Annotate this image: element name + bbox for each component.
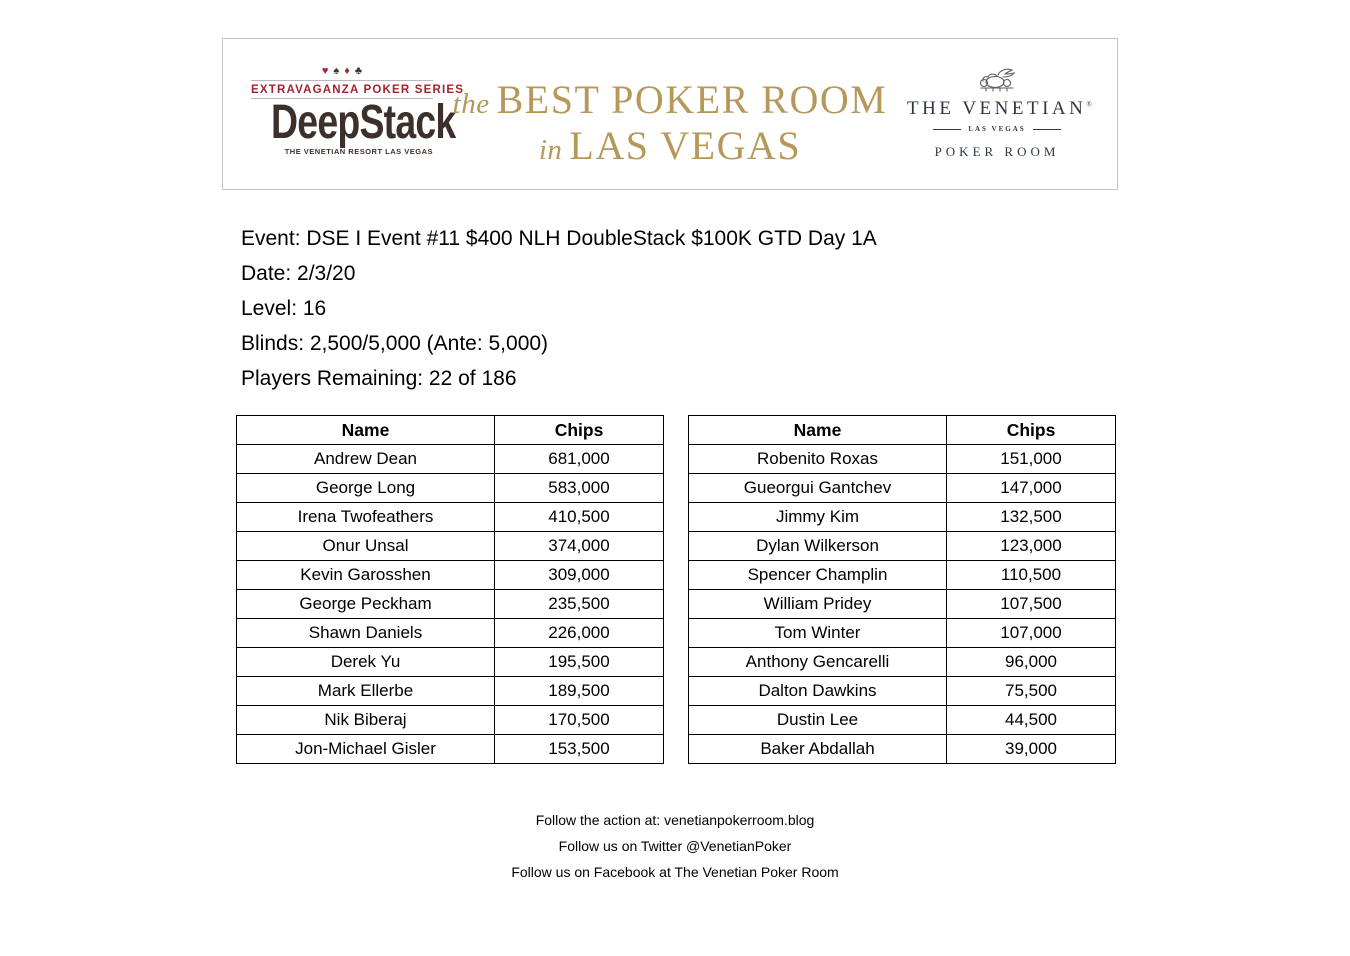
player-name-cell: Onur Unsal: [237, 532, 495, 561]
table-row: [689, 590, 1116, 619]
table-row: [237, 590, 664, 619]
table-row: [237, 532, 664, 561]
table-row: [237, 474, 664, 503]
player-name-cell: Robenito Roxas: [689, 445, 947, 474]
chip-count-cell: 189,500: [495, 677, 664, 706]
rule-right: [1033, 129, 1061, 130]
slogan-the: the: [452, 88, 490, 120]
footer-blog-line: Follow the action at: venetianpokerroom.blog: [535, 812, 815, 828]
event-line: Event: DSE I Event #11 $400 NLH DoubleStack $100K GTD Day 1A: [241, 227, 877, 250]
table-row: [237, 503, 664, 532]
chip-count-cell: 123,000: [947, 532, 1116, 561]
chip-count-cell: 583,000: [495, 474, 664, 503]
chip-count-cell: 410,500: [495, 503, 664, 532]
header-banner: [222, 38, 1118, 190]
player-name-cell: Anthony Gencarelli: [689, 648, 947, 677]
table-row: [689, 619, 1116, 648]
player-name-cell: Kevin Garosshen: [237, 561, 495, 590]
player-name-cell: Jon-Michael Gisler: [237, 735, 495, 764]
blinds-line: Blinds: 2,500/5,000 (Ante: 5,000): [241, 332, 549, 355]
chip-count-cell: 110,500: [947, 561, 1116, 590]
table-row: [237, 648, 664, 677]
player-name-cell: William Pridey: [689, 590, 947, 619]
chips-column-header: Chips: [495, 416, 664, 445]
table-row: [237, 735, 664, 764]
name-column-header: Name: [689, 416, 947, 445]
heart-suit-icon: ♥: [321, 65, 334, 77]
chip-count-cell: 309,000: [495, 561, 664, 590]
player-name-cell: Nik Biberaj: [237, 706, 495, 735]
chip-count-cell: 107,500: [947, 590, 1116, 619]
player-name-cell: Dustin Lee: [689, 706, 947, 735]
slogan-best-poker-room: BEST POKER ROOM: [496, 77, 888, 122]
player-name-cell: Andrew Dean: [237, 445, 495, 474]
table-row: [237, 677, 664, 706]
trademark-symbol: ®: [1086, 100, 1092, 109]
chip-count-cell: 132,500: [947, 503, 1116, 532]
chip-count-cell: 39,000: [947, 735, 1116, 764]
table-row: [237, 706, 664, 735]
table-row: [689, 561, 1116, 590]
venetian-name-text: THE VENETIAN: [907, 98, 1087, 119]
player-name-cell: Spencer Champlin: [689, 561, 947, 590]
player-name-cell: Dylan Wilkerson: [689, 532, 947, 561]
poker-room-label: POKER ROOM: [934, 144, 1060, 159]
chips-column-header: Chips: [947, 416, 1116, 445]
event-info: [241, 221, 877, 396]
best-poker-room-slogan: [452, 77, 888, 173]
player-name-cell: Tom Winter: [689, 619, 947, 648]
chip-count-cell: 107,000: [947, 619, 1116, 648]
table-row: [237, 445, 664, 474]
chip-count-cell: 374,000: [495, 532, 664, 561]
footer-facebook-line: Follow us on Facebook at The Venetian Poker Room: [511, 864, 839, 880]
player-name-cell: Irena Twofeathers: [237, 503, 495, 532]
table-header-row: [689, 416, 1116, 445]
venetian-name: [907, 98, 1092, 120]
table-header-row: [237, 416, 664, 445]
player-name-cell: Jimmy Kim: [689, 503, 947, 532]
club-suit-icon: ♣: [354, 65, 368, 77]
card-suit-icons: [251, 66, 433, 77]
player-name-cell: Gueorgui Gantchev: [689, 474, 947, 503]
chip-count-cell: 147,000: [947, 474, 1116, 503]
deepstack-wordmark: DeepStack: [271, 96, 456, 149]
table-row: [237, 561, 664, 590]
rule-left: [933, 129, 961, 130]
table-row: [689, 503, 1116, 532]
table-row: [689, 677, 1116, 706]
chip-count-cell: 151,000: [947, 445, 1116, 474]
chip-count-cell: 170,500: [495, 706, 664, 735]
player-name-cell: Shawn Daniels: [237, 619, 495, 648]
player-name-cell: George Peckham: [237, 590, 495, 619]
chip-count-table-right: [688, 415, 1116, 764]
table-row: [237, 619, 664, 648]
players-remaining-line: Players Remaining: 22 of 186: [241, 367, 517, 390]
table-row: [689, 648, 1116, 677]
player-name-cell: Dalton Dawkins: [689, 677, 947, 706]
venetian-logo: [907, 65, 1092, 160]
diamond-suit-icon: ♦: [344, 65, 355, 77]
table-row: [689, 706, 1116, 735]
chip-count-cell: 75,500: [947, 677, 1116, 706]
extravaganza-series-label: EXTRAVAGANZA POKER SERIES: [251, 80, 433, 99]
deepstack-logo: [251, 65, 465, 157]
venetian-lion-icon: [907, 65, 1087, 95]
slogan-las-vegas: LAS VEGAS: [569, 123, 802, 168]
slogan-line-2: [453, 123, 888, 173]
chip-count-cell: 153,500: [495, 735, 664, 764]
chip-count-cell: 44,500: [947, 706, 1116, 735]
chip-count-cell: 681,000: [495, 445, 664, 474]
table-row: [689, 474, 1116, 503]
table-row: [689, 532, 1116, 561]
player-name-cell: Baker Abdallah: [689, 735, 947, 764]
slogan-line-1: [452, 77, 888, 127]
table-row: [689, 445, 1116, 474]
date-line: Date: 2/3/20: [241, 262, 356, 285]
footer-twitter-line: Follow us on Twitter @VenetianPoker: [558, 838, 792, 854]
chip-count-table-left: [236, 415, 664, 764]
chip-count-cell: 96,000: [947, 648, 1116, 677]
spade-suit-icon: ♠: [333, 65, 345, 77]
chip-count-cell: 195,500: [495, 648, 664, 677]
chip-count-cell: 226,000: [495, 619, 664, 648]
player-name-cell: Derek Yu: [237, 648, 495, 677]
player-name-cell: George Long: [237, 474, 495, 503]
level-line: Level: 16: [241, 297, 327, 320]
player-name-cell: Mark Ellerbe: [237, 677, 495, 706]
chip-count-cell: 235,500: [495, 590, 664, 619]
deepstack-tagline: THE VENETIAN RESORT LAS VEGAS: [284, 147, 433, 157]
slogan-in: in: [538, 134, 563, 166]
footer: [0, 807, 1350, 885]
table-row: [689, 735, 1116, 764]
venetian-location: [907, 125, 1087, 133]
las-vegas-label: LAS VEGAS: [968, 125, 1026, 133]
name-column-header: Name: [237, 416, 495, 445]
